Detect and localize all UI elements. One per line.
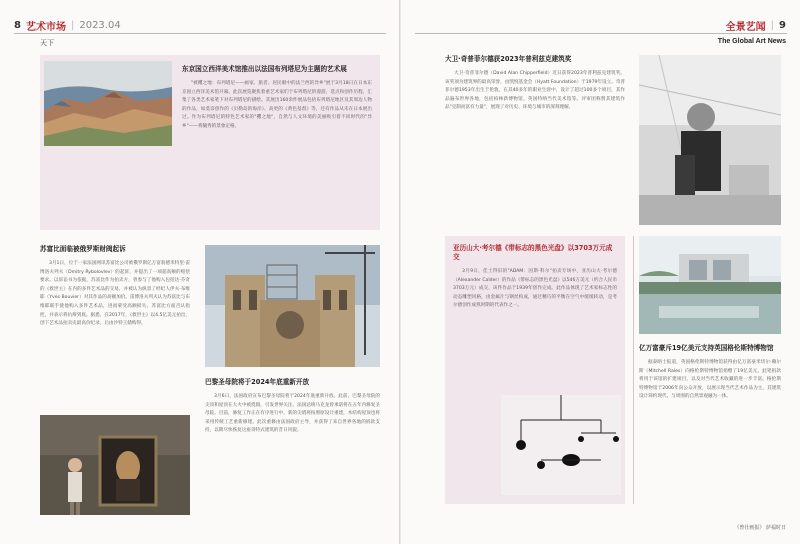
right-page-number: 9 <box>779 20 786 31</box>
right-section-tag: The Global Art News <box>717 38 786 45</box>
lead-article-text <box>182 65 372 132</box>
mobile-sculpture-image <box>501 395 621 495</box>
gallery-painting-image <box>40 415 190 515</box>
museum-building-image <box>639 236 781 334</box>
sothebys-article <box>40 245 190 329</box>
right-header <box>726 18 786 33</box>
notre-dame-article <box>205 378 380 436</box>
column-divider <box>633 236 634 504</box>
right-page <box>401 0 800 544</box>
right-header-rule <box>415 33 787 34</box>
chipperfield-article-title: 大卫·奇普菲尔德获2023年普利兹克建筑奖 <box>445 55 572 63</box>
lead-article-title: 东京国立西洋美术馆推出以法国布列塔尼为主题的艺术展 <box>182 65 347 73</box>
left-header-rule <box>14 33 386 34</box>
notre-dame-article-title: 巴黎圣母院将于2024年底重新开放 <box>205 378 310 386</box>
lead-article-box <box>40 55 380 230</box>
chipperfield-article <box>445 55 625 113</box>
notre-dame-article-body: 3月6日，法国政府宣布巴黎圣母院将于2024年底重新开放。此前，巴黎圣母院的尖顶和屋顶在大火中被烧毁，引发世界关注。法国总统马克龙曾承诺将在五年内修复圣母院。目前，修复工作正在有序进行中，新的尖塔将按照原设计重建，木结构屋顶也将采用传统工艺重新修建。此次重修由法国政府主导，并获得了来自世界各地的捐款支持，以期尽快恢复这座哥特式建筑的昔日风貌。 <box>205 394 380 434</box>
glenstone-article-body: 据泰晤士报道，英国格伦斯特博物馆获得由亿万富豪米切尔·赖尔斯（Mitchell Rales）向格伦斯特博物馆捐赠了19亿美元。此笔捐款将用于该馆的扩建项目，以及对当代艺术收藏的进一步丰富。格伦斯特博物馆于2006年向公众开放，以展示现当代艺术作品为主，其建筑设计简约现代，与周围的自然景观融为一体。 <box>639 360 781 400</box>
issue-date: 2023.04 <box>79 20 121 31</box>
left-section-tag: 天下 <box>40 39 54 47</box>
header-divider: | <box>770 20 775 31</box>
calder-article-text <box>453 244 617 311</box>
notre-dame-image <box>205 245 380 367</box>
page-footer: 《曾仕画报》 萨福时日 <box>734 525 786 531</box>
lead-article-body: "被攫之地：布列塔尼——画家、旅者、居民眼中的法兰西的异乡"展于3月18日在日本东京国立西洋美术馆开幕。此次展览聚焦着重艺术家们于布列塔尼的漫游、选点和创作历程，汇集了各类艺术家笔下对布列塔尼的描绘。其展出160余件展品包括布列塔尼地区及其周边人物的作品，如莫奈创作的《贝勒岛的海岸》、高更的《黄色基督》等，还有作品从未在日本展出过。作为布列塔尼的特色艺术家的"攫之地"，自然与人文环境的美丽吸引着不同时代的"异乡"——将毓秀的景象定格。 <box>182 81 372 129</box>
left-page <box>0 0 399 544</box>
glenstone-article-title: 亿万富豪斥19亿美元支持英国格伦斯特博物馆 <box>639 344 774 352</box>
left-section-title: 艺术市场 <box>25 22 66 33</box>
right-section-title: 全景艺闻 <box>725 22 766 33</box>
sothebys-article-body: 3月1日，位于一家法国网讯苏富比公司被俄罗斯亿万富翁德米特里·雷博洛夫列夫（Dmitry Rybolovlev）的起诉，并提出了一项超高额的赔偿要求。以诉讼书为依据，苏富比作为拍卖方，曾参与了他购入包括达·芬奇的《救世主》在内的多件艺术品的交易，并被认为纵容了经纪人伊夫·布维耶（Yves Bouvier）对其作品的高额加价。雷博洛夫列夫认为苏富比与布维耶联手使他购入多件艺术品，进而蒙受高额损失。苏富比方面否认指控，并表示将抗辩到底。据悉，在2017年，《救世主》以4.5亿美元拍出，创下艺术品拍卖史最高价纪录，后由沙特王储购得。 <box>40 261 190 327</box>
calder-article-title: 亚历山大·考尔德《带标志的黑色光盘》以3703万元成交 <box>453 244 613 261</box>
sothebys-article-title: 苏富比面临被俄罗斯财阀起诉 <box>40 245 126 253</box>
left-header <box>14 18 121 33</box>
chipperfield-article-body: 大卫·奇普菲尔德（David Alan Chipperfield）近日获得2023年普利兹克建筑奖。该奖项为建筑界的最高荣誉，由凯悦基金会（Hyatt Foundation）于1979年设立。奇普菲尔德1953年出生于伦敦，在其40多年的职业生涯中，设计了超过100多个项目，其作品遍布世界各地，包括柏林新博物馆、英国特纳当代美术馆等。评审团称赞其建筑作品"克制而富有力量"，展现了对历史、环境与城市的深刻理解。 <box>445 71 626 111</box>
architect-portrait-image <box>639 55 781 225</box>
calder-article-body: 3月9日，佳士得旧的"ADAM：因斯·科尔"拍卖专场中，亚历山大·考尔德（Alexander Calder）的作品《带标志的黑色光盘》以546万美元（约合人民币3703万元）成交，该件作品于1939年创作完成。此作品体现了艺术家标志性的动态雕塑风格，由金属片与钢丝构成，通过精巧的平衡在空气中缓缓转动，是考尔德创作成熟时期的代表作之一。 <box>453 269 617 309</box>
header-divider: | <box>70 20 75 31</box>
glenstone-article <box>639 344 781 402</box>
coast-painting-image <box>44 61 172 146</box>
left-page-number: 8 <box>14 20 21 31</box>
